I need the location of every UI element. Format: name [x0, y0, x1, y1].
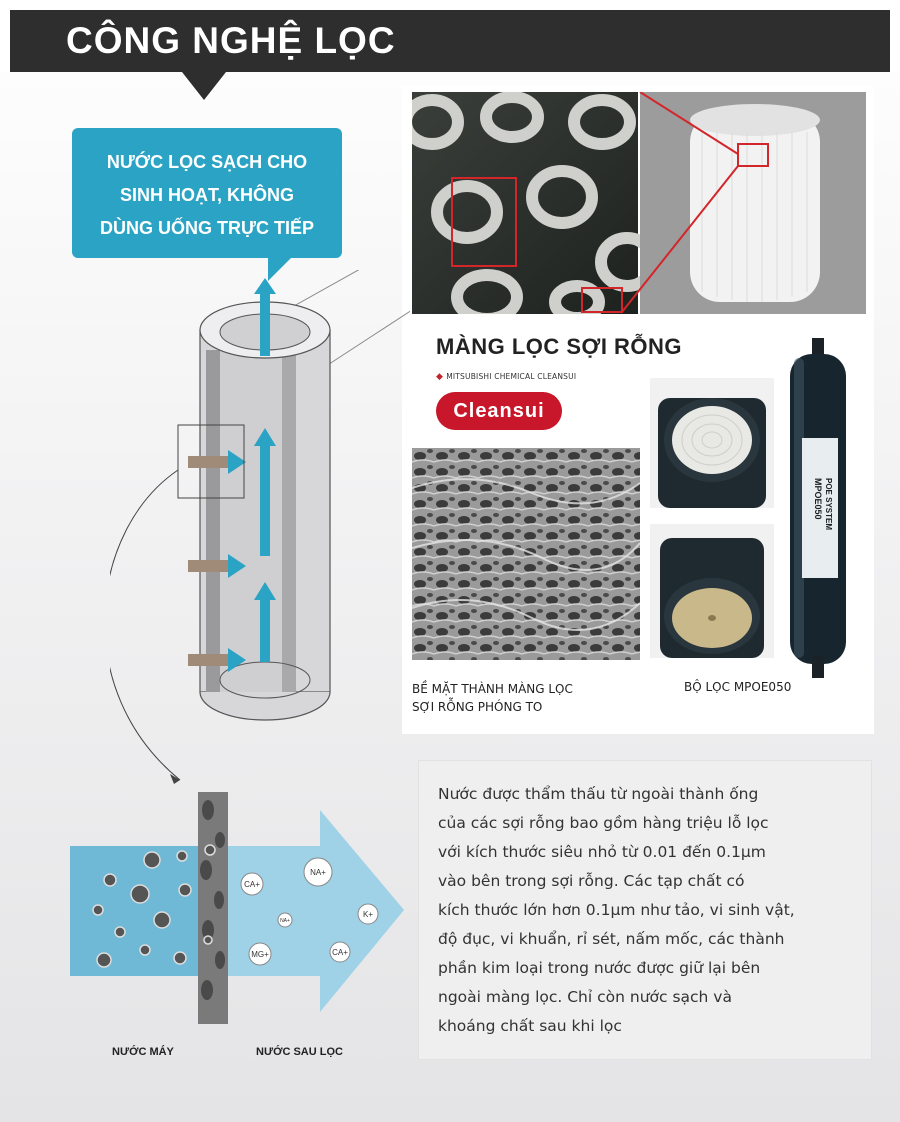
tap-water-label: NƯỚC MÁY — [112, 1046, 174, 1058]
membrane-sem-photo — [412, 448, 640, 660]
hollow-fiber-photos — [412, 92, 866, 314]
description-line: ngoài màng lọc. Chỉ còn nước sạch và — [438, 988, 732, 1006]
description-line: kích thước lớn hơn 0.1µm như tảo, vi sinh vật, — [438, 901, 795, 919]
filtration-diagram — [70, 790, 420, 1030]
description-text — [438, 780, 858, 1041]
fiber-bundle — [690, 112, 820, 302]
header-pointer — [182, 72, 226, 100]
page-title: CÔNG NGHỆ LỌC — [66, 20, 396, 61]
surface-caption — [412, 680, 632, 716]
description-line: độ đục, vi khuẩn, rỉ sét, nấm mốc, các thành — [438, 930, 785, 948]
callout-line: SINH HOẠT, KHÔNG — [119, 185, 294, 205]
filter-used-photo — [650, 524, 774, 658]
product-caption: BỘ LỌC MPOE050 — [684, 680, 792, 694]
membrane-title: MÀNG LỌC SỢI RỖNG — [436, 334, 683, 359]
product-label-system: POE SYSTEM — [824, 478, 833, 531]
description-line: khoáng chất sau khi lọc — [438, 1017, 622, 1035]
description-line: của các sợi rỗng bao gồm hàng triệu lỗ lọc — [438, 814, 769, 832]
description-line: vào bên trong sợi rỗng. Các tạp chất có — [438, 872, 745, 890]
cleansui-logo: Cleansui — [436, 392, 562, 430]
callout-line: NƯỚC LỌC SẠCH CHO — [106, 152, 308, 172]
callout-line: DÙNG UỐNG TRỰC TIẾP — [100, 218, 314, 238]
surface-caption-line: SỢI RỖNG PHÓNG TO — [412, 700, 543, 714]
filtered-water-label: NƯỚC SAU LỌC — [256, 1046, 343, 1058]
surface-caption-line: BỀ MẶT THÀNH MÀNG LỌC — [412, 682, 573, 696]
ion-label: K+ — [362, 910, 374, 919]
description-line: Nước được thẩm thấu từ ngoài thành ống — [438, 785, 759, 803]
mitsubishi-diamond-icon: ◆ — [436, 372, 447, 382]
ion-label: NA+ — [310, 868, 326, 877]
callout-text — [72, 146, 342, 245]
description-line: với kích thước siêu nhỏ từ 0.01 đến 0.1µm — [438, 843, 766, 861]
brand-tagline — [436, 372, 576, 382]
hollow-fiber-diagram — [110, 270, 410, 790]
mpoe050-cartridge — [782, 338, 854, 678]
ion-label: NA+ — [280, 918, 290, 924]
ion-label: MG+ — [251, 950, 269, 959]
product-label-model: MPOE050 — [813, 478, 823, 520]
ion-label: CA+ — [332, 948, 348, 957]
filter-end-photo — [650, 378, 774, 508]
description-line: phần kim loại trong nước được giữ lại bên — [438, 959, 761, 977]
brand-tagline-text: MITSUBISHI CHEMICAL CLEANSUI — [446, 372, 577, 381]
ion-label: CA+ — [244, 880, 260, 889]
